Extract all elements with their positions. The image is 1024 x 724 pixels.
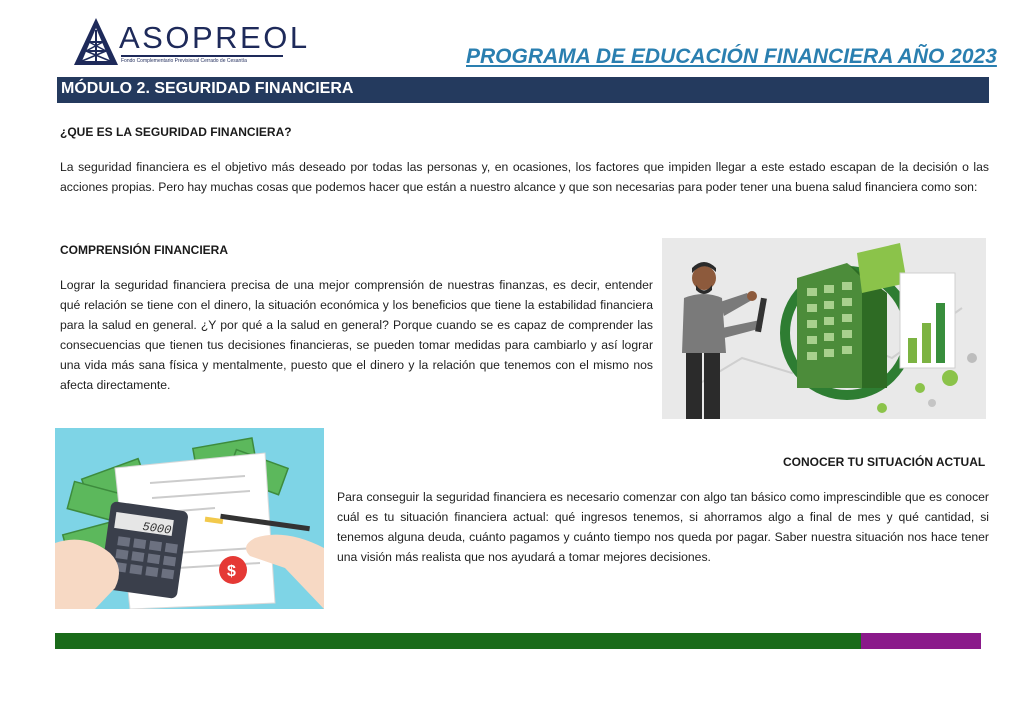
logo-text: ASOPREOL: [119, 20, 310, 55]
financial-security-illustration: [662, 238, 986, 419]
tower-logo-icon: [72, 16, 120, 66]
comprension-paragraph: Lograr la seguridad financiera precisa de una mejor comprensión de nuestras finanzas, es decir, entender qué relación se tiene con el dinero, la situación económica y los beneficios que tiene la estabilidad financiera para la salud en general. ¿Y por qué a la salud en general? Porque cuando se es capaz de comprender las consecuencias que tienen tus decisiones financieras, se pueden tomar medidas para cambiarlo y así lograr una vida más sana física y mentalmente, puesto que el dinero y la relación que tenemos con el mismo nos afecta directamente.: [60, 278, 653, 392]
calculator-image: [55, 428, 324, 609]
footer-bar-purple: [861, 633, 981, 649]
section-heading-situacion: CONOCER TU SITUACIÓN ACTUAL: [783, 455, 986, 469]
logo-tagline: Fondo Complementario Previsional Cerrado de Cesantía: [121, 58, 247, 64]
calculator-display: 5000: [141, 519, 173, 538]
program-title: PROGRAMA DE EDUCACIÓN FINANCIERA AÑO 2023: [466, 45, 997, 68]
dollar-sign: $: [227, 563, 236, 580]
module-title-bar: [57, 77, 989, 103]
situacion-paragraph: Para conseguir la seguridad financiera es necesario comenzar con algo tan básico como imprescindible que es conocer cuál es tu situación financiera actual: qué ingresos tenemos, si ahorramos algo a final de mes y qué cantidad, si tenemos alguna deuda, cuánto pagamos y cuánto tiempo nos queda por pagar. Saber nuestra situación nos hace tener una visión más realista que nos ayudará a tomar mejores decisiones.: [337, 490, 989, 564]
section-heading-comprension: COMPRENSIÓN FINANCIERA: [60, 243, 229, 257]
footer-bar-green: [55, 633, 861, 649]
intro-paragraph: La seguridad financiera es el objetivo más deseado por todas las personas y, en ocasiones, los factores que impiden llegar a este estado escapan de la decisión o las acciones propias. Pero hay muchas cosas que podemos hacer que están a nuestro alcance y que son necesarias para poder tener una buena salud financiera como son:: [60, 160, 989, 194]
logo-underline: [121, 55, 283, 57]
module-title: MÓDULO 2. SEGURIDAD FINANCIERA: [61, 80, 354, 97]
asopreol-logo: [72, 16, 310, 68]
section-heading-que-es: ¿QUE ES LA SEGURIDAD FINANCIERA?: [60, 125, 292, 139]
man-buildings-image: [662, 238, 986, 419]
calculator-bills-illustration: [55, 428, 324, 609]
